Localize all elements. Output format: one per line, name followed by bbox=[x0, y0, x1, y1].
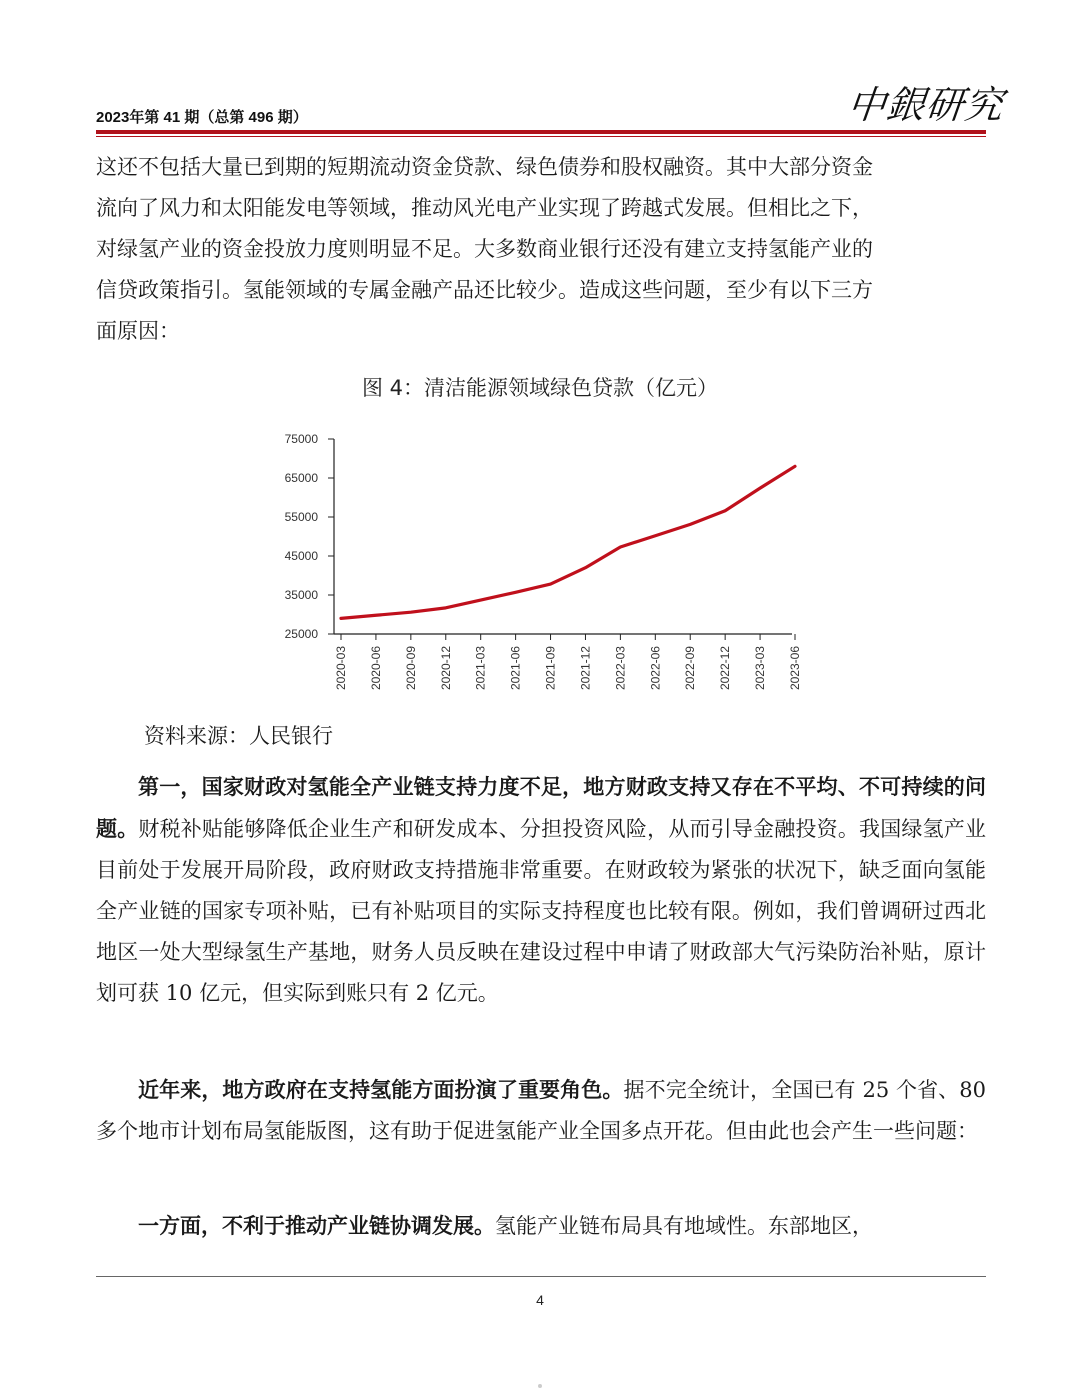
x-tick-label: 2021-09 bbox=[543, 646, 558, 691]
series-line bbox=[341, 466, 795, 618]
intro-line: 面原因： bbox=[96, 319, 180, 343]
paragraph-2-lead: 近年来，地方政府在支持氢能方面扮演了重要角色。 bbox=[138, 1077, 624, 1102]
x-tick-label: 2020-06 bbox=[368, 646, 383, 691]
x-tick-label: 2020-03 bbox=[334, 646, 348, 691]
intro-line: 对绿氢产业的资金投放力度则明显不足。大多数商业银行还没有建立支持氢能产业的 bbox=[96, 237, 873, 261]
x-tick-label: 2021-06 bbox=[508, 646, 523, 691]
x-tick-label: 2023-06 bbox=[788, 646, 802, 691]
y-tick-label: 45000 bbox=[284, 549, 318, 563]
paragraph-1 bbox=[96, 766, 986, 1014]
footer-rule bbox=[96, 1276, 986, 1277]
green-loan-line-chart bbox=[262, 425, 822, 715]
page-number: 4 bbox=[536, 1292, 544, 1308]
figure-source: 资料来源：人民银行 bbox=[144, 724, 333, 748]
x-tick-label: 2021-12 bbox=[578, 646, 593, 691]
x-tick-label: 2022-09 bbox=[683, 646, 698, 691]
y-tick-label: 55000 bbox=[284, 510, 318, 524]
y-tick-label: 65000 bbox=[284, 471, 318, 485]
x-tick-label: 2022-03 bbox=[613, 646, 628, 691]
header-rule-thin bbox=[96, 136, 986, 137]
paragraph-1-body: 财税补贴能够降低企业生产和研发成本、分担投资风险，从而引导金融投资。我国绿氢产业目前处于发展开局阶段，政府财政支持措施非常重要。在财政较为紧张的状况下，缺乏面向氢能全产业链的国家专项补贴，已有补贴项目的实际支持程度也比较有限。例如，我们曾调研过西北地区一处大型绿氢生产基地，财务人员反映在建设过程中申请了财政部大气污染防治补贴，原计划可获 10 亿元，但实际到账只有 2 亿元。 bbox=[96, 817, 986, 1005]
brand-logo: 中銀研究 bbox=[845, 83, 1006, 127]
intro-line: 信贷政策指引。氢能领域的专属金融产品还比较少。造成这些问题，至少有以下三方 bbox=[96, 278, 873, 302]
intro-line: 流向了风力和太阳能发电等领域，推动风光电产业实现了跨越式发展。但相比之下， bbox=[96, 196, 873, 220]
intro-paragraph bbox=[96, 147, 986, 352]
paragraph-3-body: 氢能产业链布局具有地域性。东部地区， bbox=[495, 1214, 873, 1238]
x-tick-label: 2020-12 bbox=[438, 646, 453, 691]
intro-line: 这还不包括大量已到期的短期流动资金贷款、绿色债券和股权融资。其中大部分资金 bbox=[96, 155, 873, 179]
paragraph-2 bbox=[96, 1069, 986, 1152]
y-tick-label: 75000 bbox=[284, 432, 318, 446]
y-tick-label: 35000 bbox=[284, 588, 318, 602]
header-rule bbox=[96, 130, 986, 134]
paragraph-3 bbox=[96, 1205, 986, 1247]
issue-label: 2023年第 41 期（总第 496 期） bbox=[96, 109, 308, 126]
figure-title: 图 4：清洁能源领域绿色贷款（亿元） bbox=[361, 376, 719, 400]
paragraph-2-body: 据不完全统计，全国已有 25 个省、80 多个地市计划布局氢能版图，这有助于促进氢能产业全国多点开花。但由此也会产生一些问题： bbox=[96, 1078, 987, 1143]
paragraph-1-lead: 第一，国家财政对氢能全产业链支持力度不足，地方财政支持又存在不平均、不可持续的问题。 bbox=[96, 774, 986, 841]
x-tick-label: 2023-03 bbox=[753, 646, 768, 691]
x-tick-label: 2022-12 bbox=[718, 646, 733, 691]
y-tick-label: 25000 bbox=[284, 627, 318, 641]
bottom-dot bbox=[538, 1384, 542, 1388]
x-tick-label: 2021-03 bbox=[473, 646, 488, 691]
x-tick-label: 2022-06 bbox=[648, 646, 663, 691]
paragraph-3-lead: 一方面，不利于推动产业链协调发展。 bbox=[138, 1213, 495, 1238]
x-tick-label: 2020-09 bbox=[403, 646, 418, 691]
